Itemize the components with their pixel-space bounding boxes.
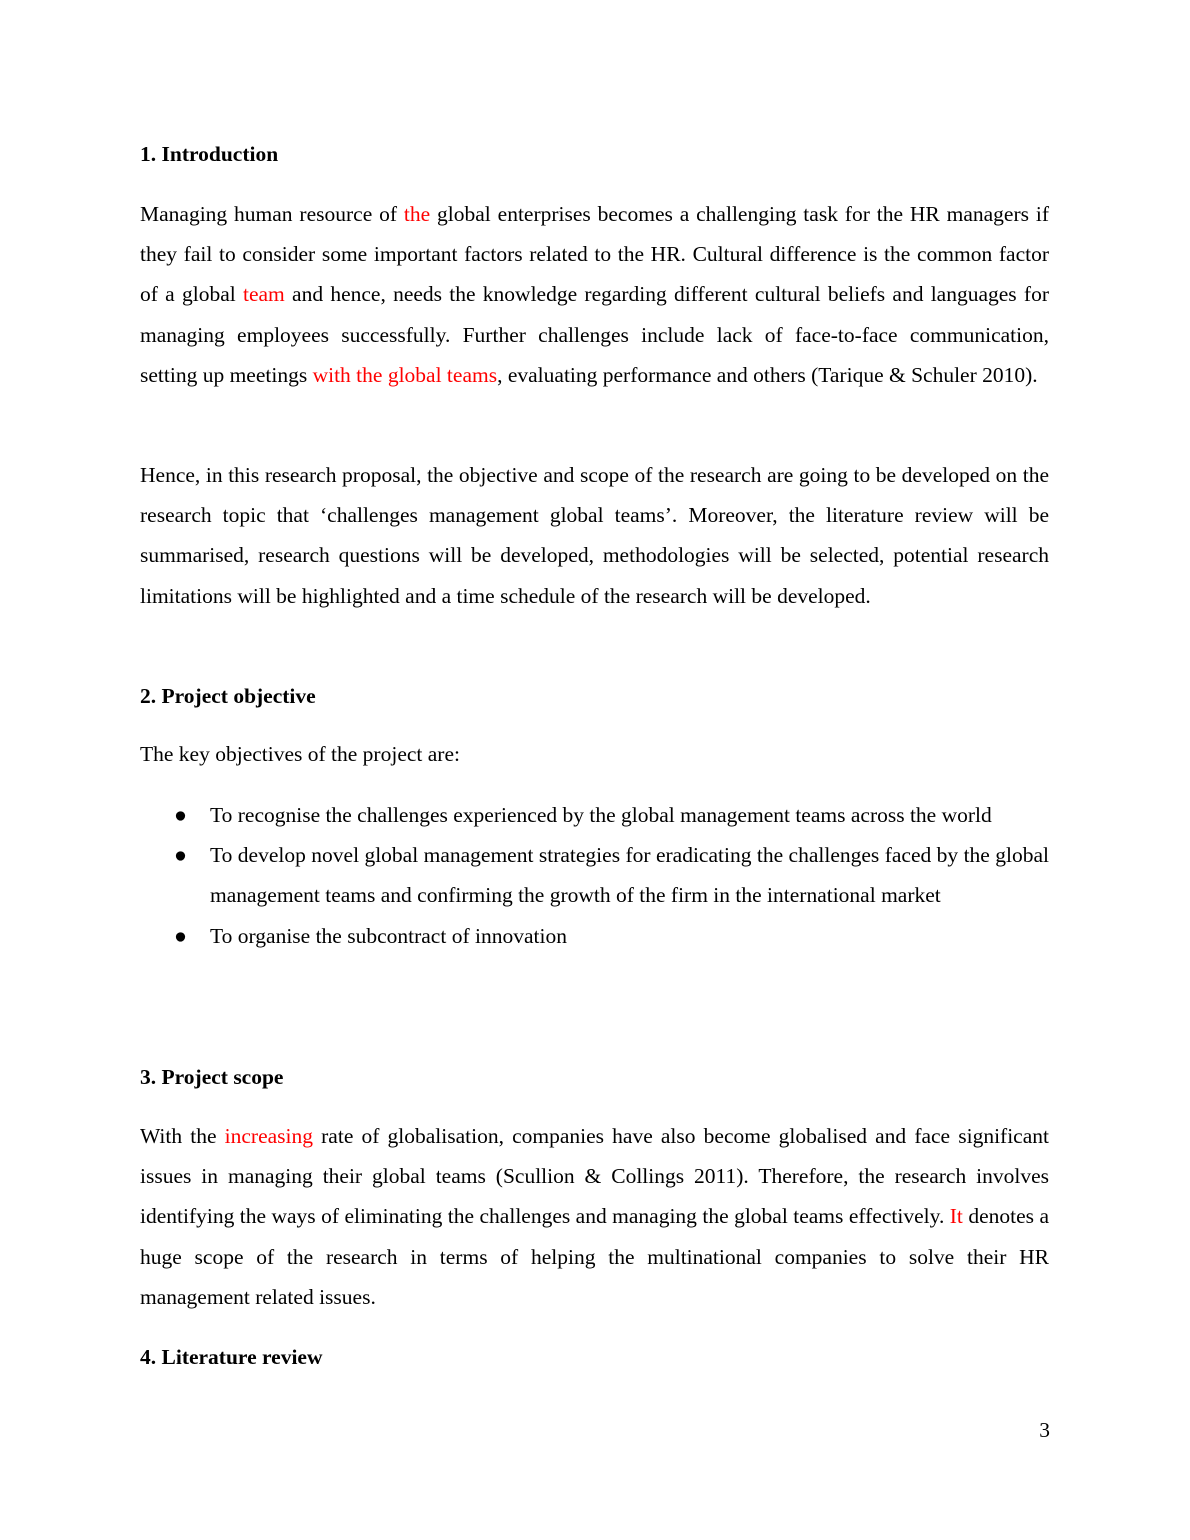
text: With the xyxy=(140,1124,225,1148)
intro-paragraph-1 xyxy=(140,194,1049,395)
heading-project-objective: 2. Project objective xyxy=(140,684,316,708)
bullet-icon: ● xyxy=(174,923,187,948)
list-item xyxy=(140,916,1049,956)
text: global enterprises becomes a challenging task for the HR managers if they fail to consider some important factors related to the HR. Cultural difference is the common factor of a global xyxy=(140,202,1049,307)
highlighted-text: with the global teams xyxy=(312,362,498,387)
scope-paragraph xyxy=(140,1116,1049,1317)
bullet-text: To recognise the challenges experienced by the global management teams across the world xyxy=(210,803,992,827)
page-number: 3 xyxy=(1039,1418,1050,1442)
objectives-list xyxy=(140,795,1049,956)
bullet-text: To develop novel global management strategies for eradicating the challenges faced by the global management teams and confirming the growth of the firm in the international market xyxy=(210,843,1049,908)
heading-introduction: 1. Introduction xyxy=(140,142,279,166)
list-item xyxy=(140,835,1049,915)
objectives-intro: The key objectives of the project are: xyxy=(140,742,460,766)
text: , evaluating performance and others (Tarique & Schuler 2010). xyxy=(497,362,1038,387)
bullet-text: To organise the subcontract of innovation xyxy=(210,923,567,948)
highlighted-text: increasing xyxy=(224,1124,314,1148)
text: Managing human resource of xyxy=(140,202,404,226)
highlighted-text: It xyxy=(949,1204,963,1229)
bullet-icon: ● xyxy=(174,803,187,827)
text: denotes a huge scope of the research in terms of helping the multinational companies to solve their HR management related issues. xyxy=(140,1204,1049,1309)
highlighted-text: team xyxy=(242,282,285,307)
bullet-icon: ● xyxy=(174,843,187,868)
highlighted-text: the xyxy=(403,202,431,226)
heading-literature-review: 4. Literature review xyxy=(140,1345,323,1369)
heading-project-scope: 3. Project scope xyxy=(140,1065,284,1089)
text: and hence, needs the knowledge regarding different cultural beliefs and languages for managing employees successfully. Further challenges include lack of face-to-face communication, setting up meetings xyxy=(140,282,1049,387)
intro-paragraph-2: Hence, in this research proposal, the objective and scope of the research are going to be developed on the research topic that ‘challenges management global teams’. Moreover, the literature review will be summarised, research questions will be developed, methodologies will be selected, potential research limitations will be highlighted and a time schedule of the research will be developed. xyxy=(140,463,1049,608)
list-item xyxy=(140,795,1049,835)
text: rate of globalisation, companies have also become globalised and face significant issues in managing their global teams (Scullion & Collings 2011). Therefore, the research involves identifying the ways of eliminating the challenges and managing the global teams effectively. xyxy=(140,1124,1049,1229)
